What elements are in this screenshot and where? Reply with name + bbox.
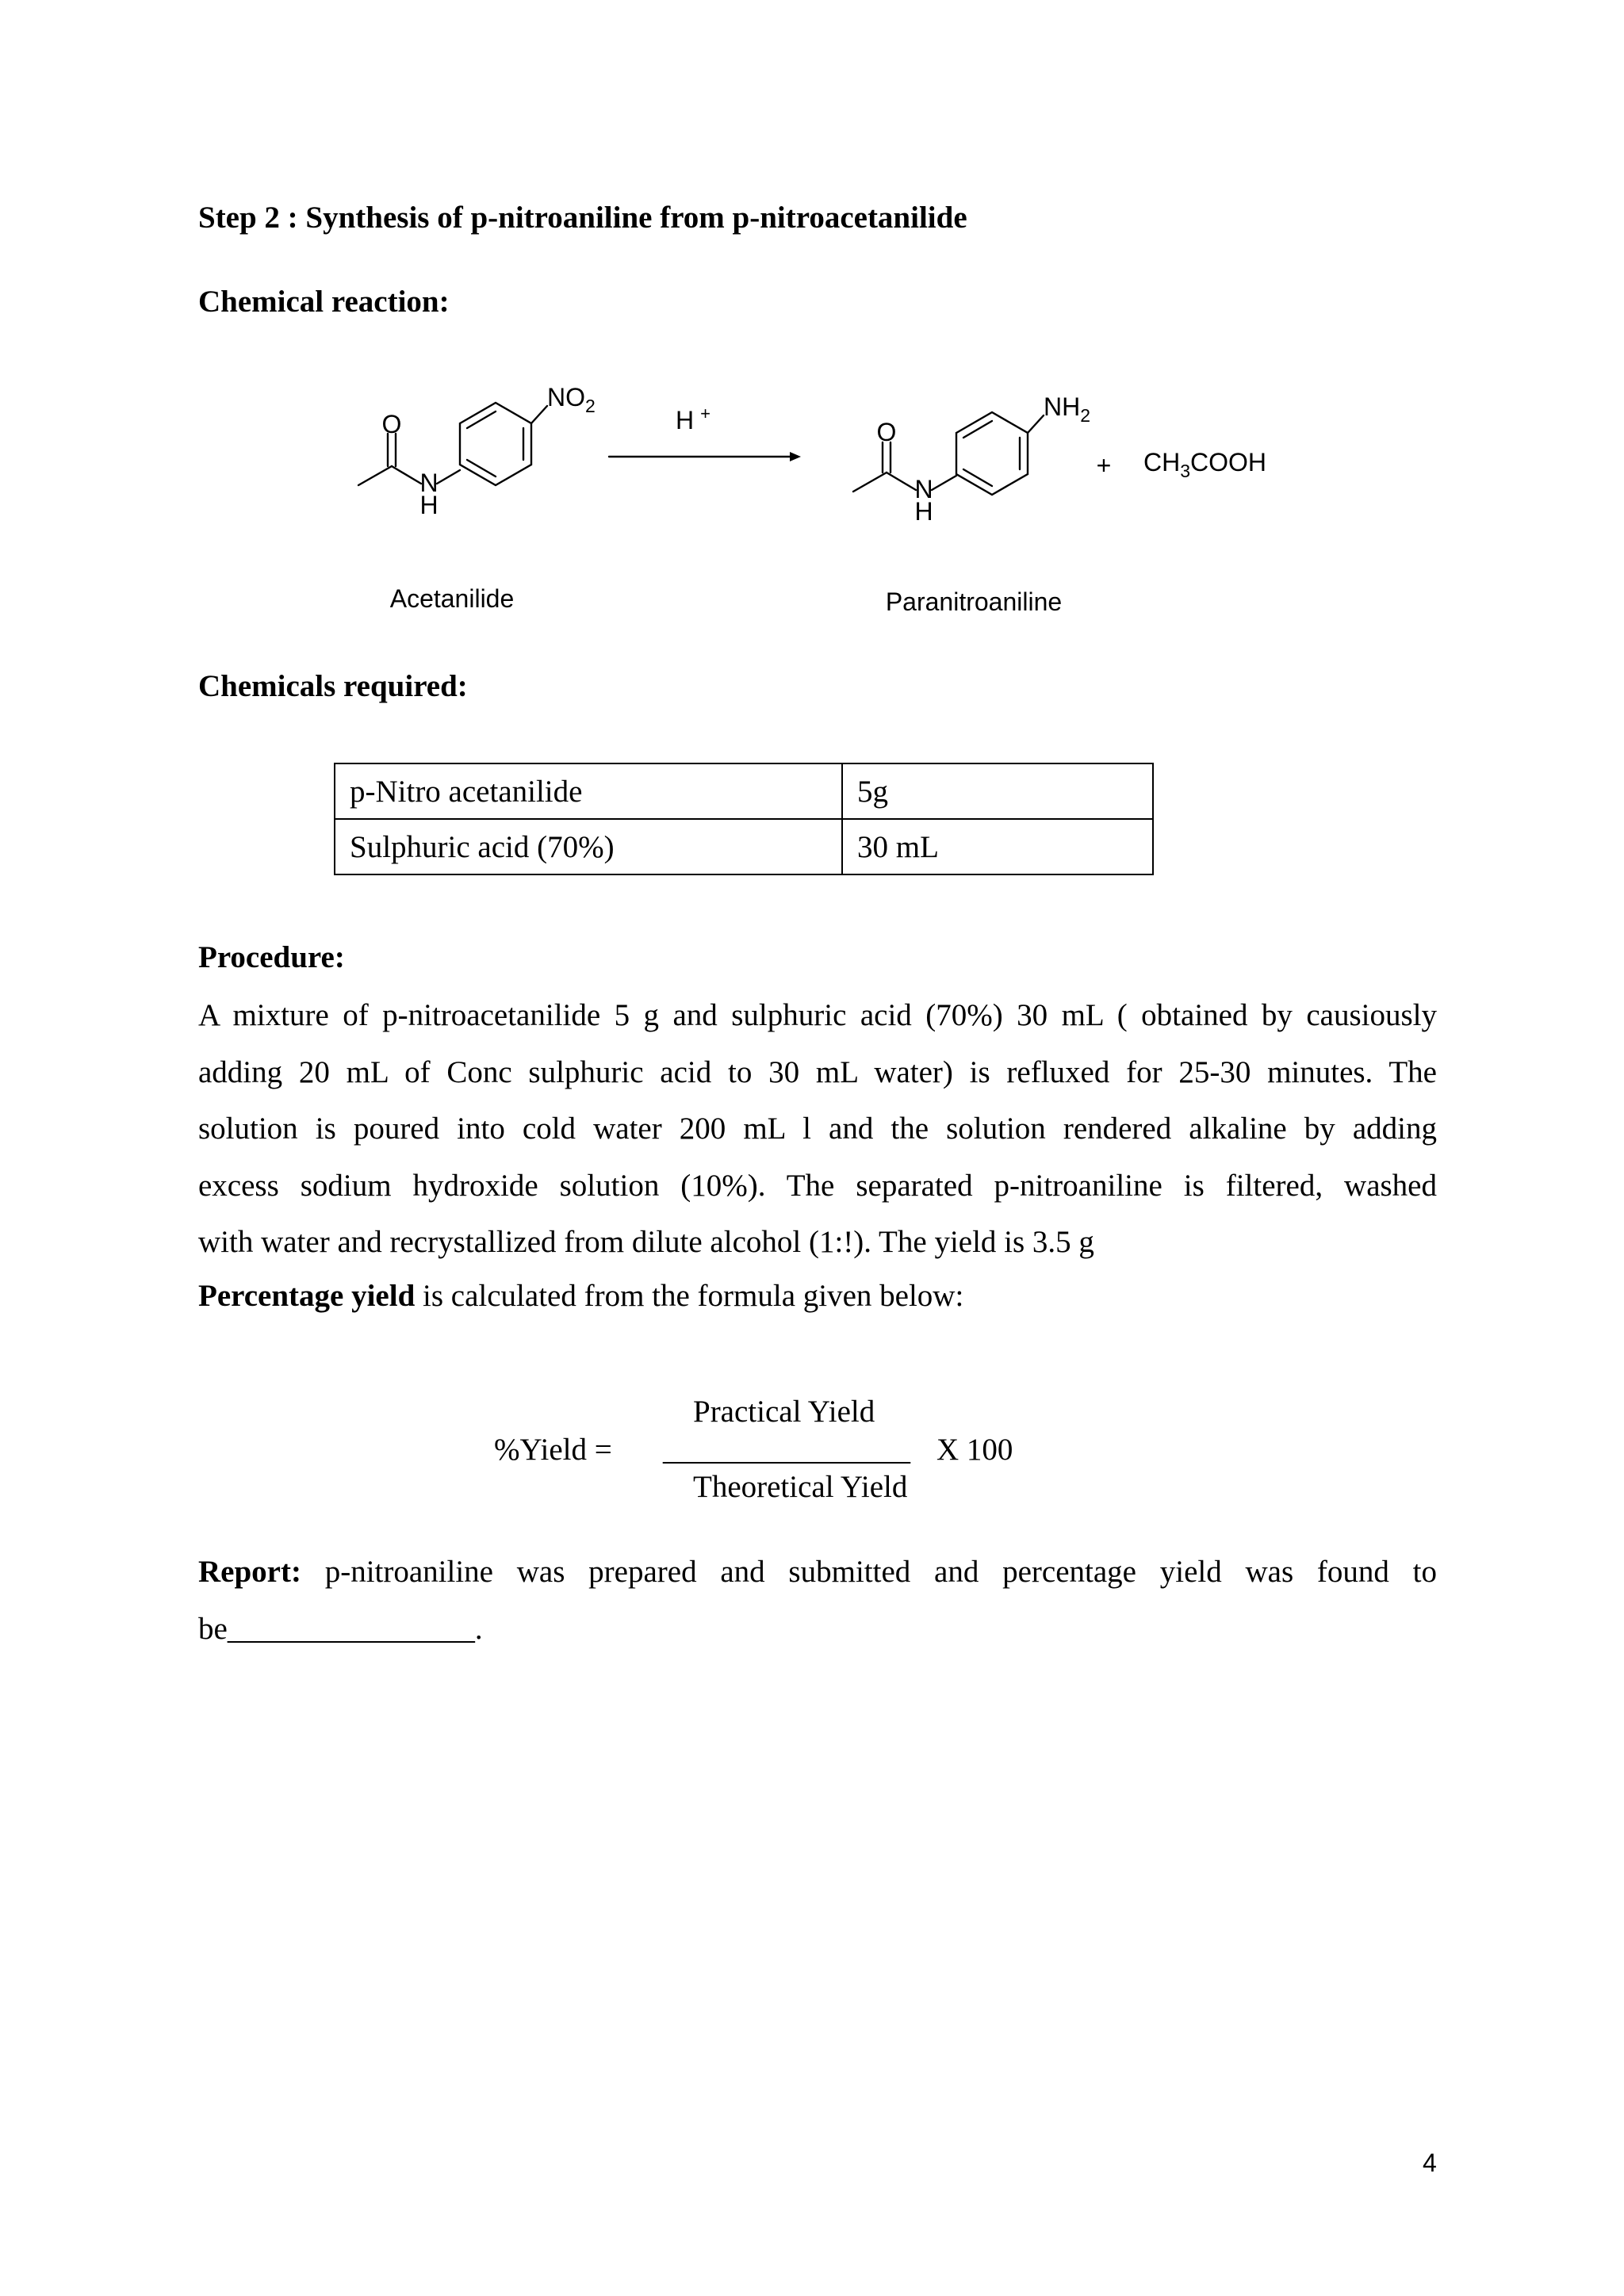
formula-lhs: %Yield = — [494, 1433, 612, 1467]
percentage-yield-label: Percentage yield — [198, 1279, 416, 1313]
product-oxygen: O — [876, 418, 897, 446]
table-row — [335, 763, 1153, 819]
procedure-heading: Procedure: — [198, 940, 345, 974]
procedure-paragraph — [198, 987, 1437, 1271]
reaction-scheme — [0, 0, 1624, 650]
catalyst-label: H + — [676, 404, 710, 434]
formula-denominator: Theoretical Yield — [693, 1470, 908, 1504]
formula-fraction-bar: ________________ — [663, 1433, 910, 1467]
reactant-label: Acetanilide — [389, 584, 515, 613]
reactant-oxygen: O — [381, 410, 402, 438]
byproduct-formula: $CH_3COOH$ — [1143, 448, 1267, 481]
chemicals-table — [334, 763, 1154, 875]
report-line: Report: p-nitroaniline was prepared and submitted and percentage yield was found to — [198, 1555, 1437, 1589]
reactant-nitro-group: $NO_2$ — [547, 383, 596, 416]
chemicals-heading: Chemicals required: — [198, 669, 468, 703]
table-row — [335, 819, 1153, 874]
percentage-yield-text: is calculated from the formula given below: — [415, 1279, 964, 1313]
procedure-line: solution is poured into cold water 200 mL l and the solution rendered alkaline by adding — [198, 1112, 1437, 1146]
report-blank: ________________ — [227, 1611, 475, 1646]
chemical-amount: 30 mL — [842, 819, 1153, 874]
procedure-line: with water and recrystallized from dilute alcohol (1:!). The yield is 3.5 g — [198, 1225, 1094, 1259]
arrowhead-icon — [790, 452, 801, 461]
report-label: Report: — [198, 1555, 301, 1589]
chemical-name: Sulphuric acid (70%) — [335, 819, 842, 874]
formula-multiplier: X 100 — [936, 1433, 1013, 1467]
reaction-heading: Chemical reaction: — [198, 285, 450, 319]
procedure-line: adding 20 mL of Conc sulphuric acid to 30 mL water) is refluxed for 25-30 minutes. The — [198, 1054, 1437, 1089]
procedure-line: A mixture of p-nitroacetanilide 5 g and sulphuric acid (70%) 30 mL ( obtained by causiously — [198, 998, 1437, 1032]
step-heading: Step 2 : Synthesis of p-nitroaniline from p-nitroacetanilide — [198, 201, 967, 235]
product-amine-group: $NH_2$ — [1044, 392, 1091, 426]
chemical-name: p-Nitro acetanilide — [335, 763, 842, 819]
reactant-hydrogen: H — [419, 491, 439, 519]
plus-sign: + — [1096, 451, 1112, 480]
formula-numerator: Practical Yield — [693, 1395, 875, 1429]
report-line: be________________. — [198, 1611, 483, 1646]
procedure-line: excess sodium hydroxide solution (10%). The separated p-nitroaniline is filtered, washed — [198, 1168, 1437, 1203]
page-number: 4 — [1423, 2149, 1437, 2177]
percentage-yield-line — [198, 1278, 963, 1314]
product-nitrogen: N — [914, 475, 933, 503]
chemical-amount: 5g — [842, 763, 1153, 819]
reactant-nitrogen: N — [419, 469, 439, 497]
product-hydrogen: H — [914, 497, 933, 526]
report-paragraph — [198, 1544, 1437, 1657]
product-label: Paranitroaniline — [885, 587, 1063, 616]
